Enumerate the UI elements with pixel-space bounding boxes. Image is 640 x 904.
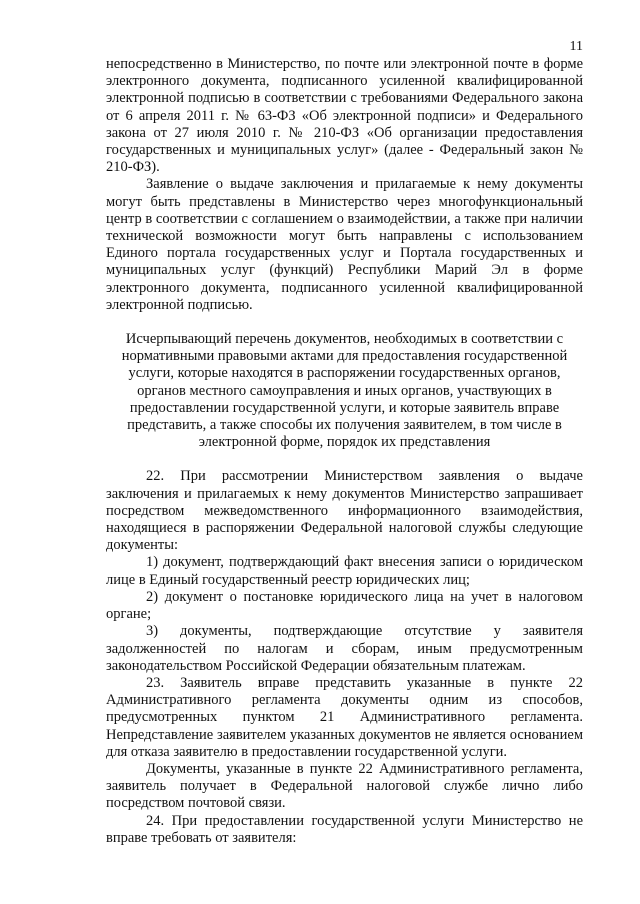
list-item-2: 2) документ о постановке юридического лица на учет в налоговом органе; xyxy=(106,588,583,623)
list-item-1: 1) документ, подтверждающий факт внесения записи о юридическом лице в Единый государственный реестр юридических лиц; xyxy=(106,554,583,588)
page-number: 11 xyxy=(569,39,583,54)
heading-line: электронной форме, порядок их представления xyxy=(198,434,491,451)
heading-line: услуги, которые находятся в распоряжении государственных органов, xyxy=(128,365,561,382)
heading-line: предоставлении государственной услуги, и которые заявитель вправе xyxy=(129,399,560,416)
paragraph-item-24: 24. При предоставлении государственной услуги Министерство не вправе требовать от заявителя: xyxy=(106,812,583,846)
heading-line: Исчерпывающий перечень документов, необходимых в соответствии с xyxy=(125,331,564,348)
heading-line: нормативными правовыми актами для предоставления государственной xyxy=(121,348,568,365)
list-item-3: 3) документы, подтверждающие отсутствие у заявителя задолженностей по налогам и сборам, иным предусмотренным законодательством Российской Федерации обязательным платежам. xyxy=(106,623,583,674)
document-body xyxy=(106,56,583,847)
heading-line: представить, а также способы их получения заявителем, в том числе в xyxy=(127,417,562,434)
paragraph-documents-received: Документы, указанные в пункте 22 Административного регламента, заявитель получает в Федеральной налоговой службе лично либо посредством почтовой связи. xyxy=(106,760,583,812)
paragraph-mfc-submission: Заявление о выдаче заключения и прилагаемые к нему документы могут быть представлены в Министерство через многофункциональный центр в соответствии с соглашением о взаимодействии, а также при наличии технической возможности могут быть направлены с использованием Единого портала государственных услуг и Портала государственных и муниципальных услуг (функций) Республики Марий Эл в форме электронного документа, подписанного усиленной квалифицированной электронной подписью. xyxy=(106,176,583,313)
heading-line: органов местного самоуправления и иных органов, участвующих в xyxy=(137,382,552,399)
paragraph-item-22: 22. При рассмотрении Министерством заявления о выдаче заключения и прилагаемых к нему документов Министерство запрашивает посредством межведомственного информационного взаимодействия, находящиеся в распоряжении Федеральной налоговой службы следующие документы: xyxy=(106,468,583,554)
paragraph-item-23: 23. Заявитель вправе представить указанные в пункте 22 Административного регламента документы одним из способов, предусмотренных пунктом 21 Административного регламента. Непредставление заявителем указанных документов не является основанием для отказа заявителю в предоставлении государственной услуги. xyxy=(106,674,583,760)
paragraph-submission-methods: непосредственно в Министерство, по почте или электронной почте в форме электронного документа, подписанного усиленной квалифицированной электронной подписью в соответствии с требованиями Федерального закона от 6 апреля 2011 г. № 63-ФЗ «Об электронной подписи» и Федерального закона от 27 июля 2010 г. № 210-ФЗ «Об организации предоставления государственных и муниципальных услуг» (далее - Федеральный закон № 210-ФЗ). xyxy=(106,56,583,176)
section-heading xyxy=(106,331,583,451)
